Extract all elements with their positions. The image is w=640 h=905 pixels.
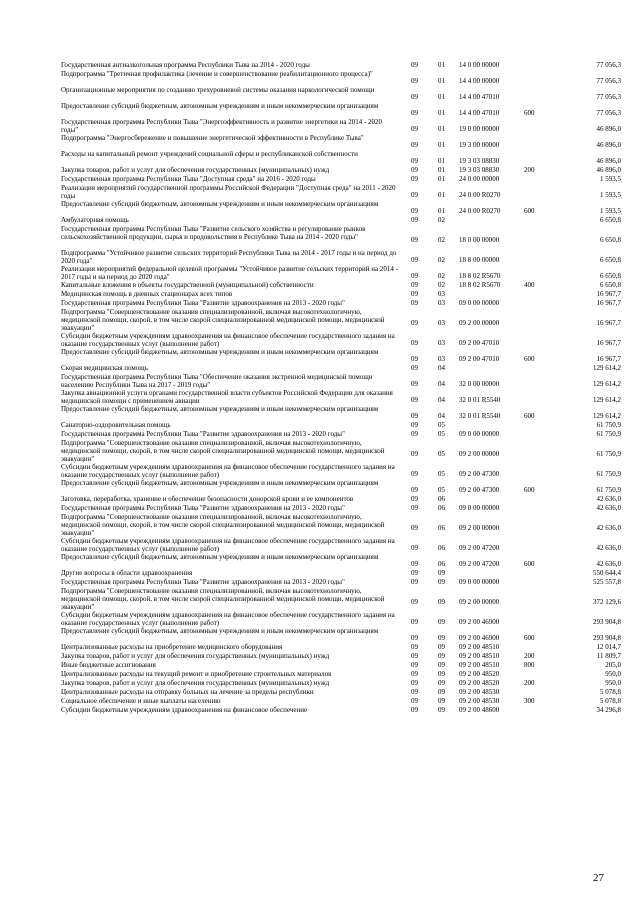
row-name: Амбулаторная помощь xyxy=(61,216,129,224)
amount: 1 593,5 xyxy=(600,191,621,199)
target-article-code: 14 0 00 00000 xyxy=(459,61,500,69)
table-row xyxy=(61,201,621,217)
table-row xyxy=(61,226,621,250)
table-row xyxy=(61,588,621,612)
target-article-code: 09 2 00 48520 xyxy=(459,670,500,678)
section-code: 09 xyxy=(411,61,418,69)
table-row xyxy=(61,103,621,119)
row-name: Централизованные расходы на приобретение медицинского оборудования xyxy=(61,643,283,651)
row-name: Подпрограмма "Устойчивое развитие сельских территорий Республики Тыва на 2014 - 2017 годы и на период до 2020 года" xyxy=(61,249,397,265)
expense-type-code: 400 xyxy=(524,281,535,289)
subsection-code: 01 xyxy=(438,93,445,101)
row-name: Иные бюджетные ассигнования xyxy=(61,661,156,669)
amount: 77 056,3 xyxy=(596,61,621,69)
amount: 16 967,7 xyxy=(596,299,621,307)
table-row xyxy=(61,612,621,628)
section-code: 09 xyxy=(411,319,418,327)
table-row xyxy=(61,266,621,282)
table-row xyxy=(61,71,621,87)
subsection-code: 09 xyxy=(438,652,445,660)
amount: 42 636,0 xyxy=(596,495,621,503)
section-code: 09 xyxy=(411,421,418,429)
amount: 5 078,8 xyxy=(600,688,621,696)
section-code: 09 xyxy=(411,396,418,404)
subsection-code: 02 xyxy=(438,256,445,264)
amount: 16 967,7 xyxy=(596,355,621,363)
target-article-code: 24 0 00 00000 xyxy=(459,175,500,183)
target-article-code: 14 4 00 47010 xyxy=(459,93,500,101)
row-name: Заготовка, переработка, хранение и обеспечение безопасности донорской крови и ее компонентов xyxy=(61,495,354,503)
row-name: Социальное обеспечение и иные выплаты населению xyxy=(61,697,221,705)
target-article-code: 14 4 00 47010 xyxy=(459,109,500,117)
target-article-code: 24 0 00 R0270 xyxy=(459,207,501,215)
subsection-code: 09 xyxy=(438,679,445,687)
row-name: Предоставление субсидий бюджетным, автономным учреждениям и иным некоммерческим организациям xyxy=(61,627,379,635)
amount: 6 650,8 xyxy=(600,281,621,289)
subsection-code: 01 xyxy=(438,207,445,215)
section-code: 09 xyxy=(411,578,418,586)
row-name: Субсидии бюджетным учреждениям здравоохранения на финансовое обеспечение государственного задания на оказание государственных услуг (выполнение работ) xyxy=(61,537,395,553)
amount: 46 896,0 xyxy=(596,166,621,174)
target-article-code: 32 0 01 R5540 xyxy=(459,396,501,404)
table-row xyxy=(61,554,621,570)
amount: 293 904,8 xyxy=(593,618,621,626)
table-row xyxy=(61,406,621,422)
section-code: 09 xyxy=(411,109,418,117)
section-code: 09 xyxy=(411,670,418,678)
target-article-code: 18 0 00 00000 xyxy=(459,236,500,244)
amount: 525 557,8 xyxy=(593,578,621,586)
subsection-code: 09 xyxy=(438,598,445,606)
table-row xyxy=(61,464,621,480)
row-name: Государственная программа Республики Тыва "Развитие здравоохранения на 2013 - 2020 годы" xyxy=(61,299,345,307)
expense-type-code: 200 xyxy=(524,652,535,660)
table-row xyxy=(61,707,621,716)
row-name: Закупка товаров, работ и услуг для обеспечения государственных (муниципальных) нужд xyxy=(61,679,330,687)
subsection-code: 01 xyxy=(438,77,445,85)
amount: 6 650,8 xyxy=(600,216,621,224)
section-code: 09 xyxy=(411,486,418,494)
table-row xyxy=(61,390,621,406)
expense-type-code: 200 xyxy=(524,166,535,174)
row-name: Подпрограмма "Энергосбережение и повышение энергетической эффективности в Республике Тыва" xyxy=(61,134,364,142)
section-code: 09 xyxy=(411,299,418,307)
row-name: Медицинская помощь в дневных стационарах всех типов xyxy=(61,290,233,298)
row-name: Реализация мероприятий федеральной целевой программы "Устойчивое развитие сельских территорий на 2014 - 2017 годы и на период до 2020 года" xyxy=(61,265,398,281)
row-name: Предоставление субсидий бюджетным, автономным учреждениям и иным некоммерческим организациям xyxy=(61,553,379,561)
target-article-code: 19 3 03 08830 xyxy=(459,157,500,165)
target-article-code: 09 0 00 00000 xyxy=(459,504,500,512)
amount: 6 650,8 xyxy=(600,272,621,280)
section-code: 09 xyxy=(411,216,418,224)
section-code: 09 xyxy=(411,544,418,552)
row-name: Государственная антиалкогольная программа Республики Тыва на 2014 - 2020 годы xyxy=(61,61,310,69)
subsection-code: 03 xyxy=(438,339,445,347)
table-row xyxy=(61,250,621,266)
subsection-code: 01 xyxy=(438,141,445,149)
amount: 46 896,0 xyxy=(596,157,621,165)
section-code: 09 xyxy=(411,688,418,696)
amount: 42 636,0 xyxy=(596,560,621,568)
row-name: Подпрограмма "Совершенствование оказания специализированной, включая высокотехнологичную, медицинской помощи, скорой, в том числе скорой специализированной медицинской помощи, медицинской эвакуации" xyxy=(61,587,385,611)
section-code: 09 xyxy=(411,166,418,174)
subsection-code: 05 xyxy=(438,430,445,438)
section-code: 09 xyxy=(411,355,418,363)
row-name: Реализация мероприятий государственной программы Российской Федерации "Доступная среда" на 2011 - 2020 годы xyxy=(61,184,396,200)
target-article-code: 09 0 00 00000 xyxy=(459,430,500,438)
amount: 42 636,0 xyxy=(596,504,621,512)
subsection-code: 03 xyxy=(438,319,445,327)
subsection-code: 09 xyxy=(438,569,445,577)
table-row xyxy=(61,185,621,201)
subsection-code: 01 xyxy=(438,157,445,165)
row-name: Субсидии бюджетным учреждениям здравоохранения на финансовое обеспечение xyxy=(61,706,308,714)
subsection-code: 02 xyxy=(438,236,445,244)
target-article-code: 09 0 00 00000 xyxy=(459,578,500,586)
row-name: Государственная программа Республики Тыва "Энергоэффективность и развитие энергетики на 2014 - 2020 годы" xyxy=(61,118,383,134)
subsection-code: 06 xyxy=(438,504,445,512)
target-article-code: 19 0 00 00000 xyxy=(459,125,500,133)
target-article-code: 24 0 00 R0270 xyxy=(459,191,501,199)
amount: 5 078,8 xyxy=(600,697,621,705)
expense-type-code: 600 xyxy=(524,109,535,117)
target-article-code: 09 2 00 00000 xyxy=(459,450,500,458)
target-article-code: 09 2 00 47200 xyxy=(459,560,500,568)
subsection-code: 09 xyxy=(438,688,445,696)
table-row xyxy=(61,538,621,554)
section-code: 09 xyxy=(411,524,418,532)
amount: 1 593,5 xyxy=(600,207,621,215)
target-article-code: 09 2 00 48530 xyxy=(459,688,500,696)
amount: 16 967,7 xyxy=(596,319,621,327)
table-row xyxy=(61,151,621,167)
expense-type-code: 600 xyxy=(524,634,535,642)
section-code: 09 xyxy=(411,560,418,568)
row-name: Капитальные вложения в объекты государственной (муниципальной) собственности xyxy=(61,281,314,289)
subsection-code: 01 xyxy=(438,61,445,69)
amount: 61 750,9 xyxy=(596,421,621,429)
row-name: Предоставление субсидий бюджетным, автономным учреждениям и иным некоммерческим организациям xyxy=(61,102,379,110)
subsection-code: 09 xyxy=(438,661,445,669)
subsection-code: 09 xyxy=(438,643,445,651)
section-code: 09 xyxy=(411,661,418,669)
target-article-code: 32 0 01 R5540 xyxy=(459,412,501,420)
subsection-code: 09 xyxy=(438,618,445,626)
row-name: Государственная программа Республики Тыва "Развитие здравоохранения на 2013 - 2020 годы" xyxy=(61,504,345,512)
target-article-code: 19 3 00 00000 xyxy=(459,141,500,149)
amount: 550 644,4 xyxy=(593,569,621,577)
target-article-code: 09 2 00 46900 xyxy=(459,634,500,642)
target-article-code: 09 0 00 00000 xyxy=(459,299,500,307)
row-name: Санаторно-оздоровительная помощь xyxy=(61,421,171,429)
subsection-code: 03 xyxy=(438,299,445,307)
target-article-code: 09 2 00 48520 xyxy=(459,679,500,687)
section-code: 09 xyxy=(411,290,418,298)
target-article-code: 18 8 02 R5670 xyxy=(459,272,501,280)
subsection-code: 06 xyxy=(438,544,445,552)
row-name: Предоставление субсидий бюджетным, автономным учреждениям и иным некоммерческим организациям xyxy=(61,348,379,356)
section-code: 09 xyxy=(411,281,418,289)
subsection-code: 02 xyxy=(438,216,445,224)
amount: 129 614,2 xyxy=(593,412,621,420)
table-row xyxy=(61,440,621,464)
section-code: 09 xyxy=(411,706,418,714)
table-row xyxy=(61,349,621,365)
row-name: Государственная программа Республики Тыва "Обеспечение оказания экстренной медицинской помощи населению Республики Тыва на 2017 - 2019 годы" xyxy=(61,373,373,389)
expense-type-code: 300 xyxy=(524,697,535,705)
table-row xyxy=(61,87,621,103)
section-code: 09 xyxy=(411,634,418,642)
subsection-code: 09 xyxy=(438,706,445,714)
subsection-code: 02 xyxy=(438,272,445,280)
section-code: 09 xyxy=(411,430,418,438)
target-article-code: 09 2 00 48530 xyxy=(459,697,500,705)
target-article-code: 09 2 00 47200 xyxy=(459,544,500,552)
section-code: 09 xyxy=(411,450,418,458)
subsection-code: 05 xyxy=(438,470,445,478)
section-code: 09 xyxy=(411,207,418,215)
table-row xyxy=(61,374,621,390)
row-name: Централизованные расходы на отправку больных на лечение за пределы республики xyxy=(61,688,314,696)
amount: 6 650,8 xyxy=(600,256,621,264)
section-code: 09 xyxy=(411,93,418,101)
amount: 77 056,3 xyxy=(596,77,621,85)
section-code: 09 xyxy=(411,256,418,264)
amount: 46 896,0 xyxy=(596,141,621,149)
amount: 61 750,9 xyxy=(596,450,621,458)
target-article-code: 09 2 00 47010 xyxy=(459,339,500,347)
subsection-code: 09 xyxy=(438,578,445,586)
row-name: Централизованные расходы на текущий ремонт и приобретение строительных материалов xyxy=(61,670,332,678)
row-name: Закупка товаров, работ и услуг для обеспечения государственных (муниципальных) нужд xyxy=(61,166,330,174)
subsection-code: 05 xyxy=(438,450,445,458)
amount: 61 750,9 xyxy=(596,430,621,438)
amount: 293 904,8 xyxy=(593,634,621,642)
amount: 42 636,0 xyxy=(596,524,621,532)
expense-type-code: 600 xyxy=(524,207,535,215)
subsection-code: 06 xyxy=(438,524,445,532)
amount: 42 636,0 xyxy=(596,544,621,552)
amount: 77 056,3 xyxy=(596,93,621,101)
row-name: Другие вопросы в области здравоохранения xyxy=(61,569,193,577)
section-code: 09 xyxy=(411,598,418,606)
subsection-code: 06 xyxy=(438,495,445,503)
row-name: Государственная программа Республики Тыва "Развитие здравоохранения на 2013 - 2020 годы" xyxy=(61,430,345,438)
table-row xyxy=(61,135,621,151)
target-article-code: 09 2 00 48510 xyxy=(459,643,500,651)
section-code: 09 xyxy=(411,125,418,133)
amount: 12 014,7 xyxy=(596,643,621,651)
row-name: Субсидии бюджетным учреждениям здравоохранения на финансовое обеспечение государственного задания на оказание государственных услуг (выполнение работ) xyxy=(61,332,395,348)
row-name: Предоставление субсидий бюджетным, автономным учреждениям и иным некоммерческим организациям xyxy=(61,200,379,208)
amount: 950,0 xyxy=(605,670,621,678)
expense-type-code: 600 xyxy=(524,560,535,568)
expense-type-code: 600 xyxy=(524,412,535,420)
row-name: Государственная программа Республики Тыва "Развитие сельского хозяйства и регулирование рынков сельскохозяйственной продукции, сырья и продовольствия в Республике Тыва на 2014 - 2020 годы" xyxy=(61,225,366,241)
target-article-code: 09 2 00 00000 xyxy=(459,319,500,327)
table-row xyxy=(61,333,621,349)
amount: 34 296,8 xyxy=(596,706,621,714)
section-code: 09 xyxy=(411,504,418,512)
section-code: 09 xyxy=(411,569,418,577)
subsection-code: 01 xyxy=(438,175,445,183)
subsection-code: 03 xyxy=(438,290,445,298)
section-code: 09 xyxy=(411,364,418,372)
subsection-code: 01 xyxy=(438,109,445,117)
subsection-code: 09 xyxy=(438,670,445,678)
target-article-code: 09 2 00 48510 xyxy=(459,661,500,669)
section-code: 09 xyxy=(411,618,418,626)
section-code: 09 xyxy=(411,470,418,478)
target-article-code: 18 8 02 R5670 xyxy=(459,281,501,289)
table-row xyxy=(61,628,621,644)
row-name: Закупка товаров, работ и услуг для обеспечения государственных (муниципальных) нужд xyxy=(61,652,330,660)
amount: 16 967,7 xyxy=(596,290,621,298)
expense-type-code: 600 xyxy=(524,355,535,363)
row-name: Субсидии бюджетным учреждениям здравоохранения на финансовое обеспечение государственного задания на оказание государственных услуг (выполнение работ) xyxy=(61,463,395,479)
section-code: 09 xyxy=(411,77,418,85)
target-article-code: 09 2 00 00000 xyxy=(459,598,500,606)
target-article-code: 09 2 00 46900 xyxy=(459,618,500,626)
amount: 61 750,9 xyxy=(596,470,621,478)
subsection-code: 04 xyxy=(438,412,445,420)
amount: 61 750,9 xyxy=(596,486,621,494)
section-code: 09 xyxy=(411,643,418,651)
table-row xyxy=(61,480,621,496)
section-code: 09 xyxy=(411,679,418,687)
row-name: Подпрограмма "Совершенствование оказания специализированной, включая высокотехнологичную, медицинской помощи, скорой, в том числе скорой специализированной медицинской помощи, медицинской эвакуации" xyxy=(61,439,385,463)
table-row xyxy=(61,309,621,333)
amount: 129 614,2 xyxy=(593,364,621,372)
section-code: 09 xyxy=(411,175,418,183)
amount: 11 809,7 xyxy=(596,652,621,660)
amount: 950,0 xyxy=(605,679,621,687)
target-article-code: 32 0 00 00000 xyxy=(459,380,500,388)
section-code: 09 xyxy=(411,141,418,149)
target-article-code: 09 2 00 47010 xyxy=(459,355,500,363)
target-article-code: 09 2 00 47300 xyxy=(459,486,500,494)
amount: 77 056,3 xyxy=(596,109,621,117)
target-article-code: 14 4 00 00000 xyxy=(459,77,500,85)
amount: 6 650,8 xyxy=(600,236,621,244)
row-name: Подпрограмма "Совершенствование оказания специализированной, включая высокотехнологичную, медицинской помощи, скорой, в том числе скорой специализированной медицинской помощи, медицинской эвакуации" xyxy=(61,308,385,332)
subsection-code: 05 xyxy=(438,421,445,429)
row-name: Предоставление субсидий бюджетным, автономным учреждениям и иным некоммерческим организациям xyxy=(61,479,379,487)
row-name: Субсидии бюджетным учреждениям здравоохранения на финансовое обеспечение государственного задания на оказание государственных услуг (выполнение работ) xyxy=(61,611,395,627)
subsection-code: 01 xyxy=(438,125,445,133)
table-row xyxy=(61,514,621,538)
expense-type-code: 200 xyxy=(524,679,535,687)
row-name: Организационные мероприятия по созданию трехуровневой системы оказания наркологической помощи xyxy=(61,86,375,94)
expense-type-code: 600 xyxy=(524,486,535,494)
amount: 16 967,7 xyxy=(596,339,621,347)
section-code: 09 xyxy=(411,339,418,347)
subsection-code: 02 xyxy=(438,281,445,289)
page-number: 27 xyxy=(593,872,604,884)
subsection-code: 09 xyxy=(438,697,445,705)
row-name: Государственная программа Республики Тыва "Доступная среда" на 2016 - 2020 годы xyxy=(61,175,316,183)
row-name: Государственная программа Республики Тыва "Развитие здравоохранения на 2013 - 2020 годы" xyxy=(61,578,345,586)
section-code: 09 xyxy=(411,495,418,503)
target-article-code: 19 3 03 08830 xyxy=(459,166,500,174)
amount: 46 896,0 xyxy=(596,125,621,133)
target-article-code: 09 2 00 48600 xyxy=(459,706,500,714)
subsection-code: 04 xyxy=(438,380,445,388)
budget-table xyxy=(61,62,621,716)
section-code: 09 xyxy=(411,272,418,280)
subsection-code: 09 xyxy=(438,634,445,642)
row-name: Скорая медицинская помощь xyxy=(61,364,148,372)
row-name: Подпрограмма "Совершенствование оказания специализированной, включая высокотехнологичную, медицинской помощи, скорой, в том числе скорой специализированной медицинской помощи, медицинской эвакуации" xyxy=(61,513,385,537)
row-name: Закупка авиационной услуги органами государственной власти субъектов Российской Федерации для оказания медицинской помощи с применением авиации xyxy=(61,389,393,405)
section-code: 09 xyxy=(411,652,418,660)
section-code: 09 xyxy=(411,380,418,388)
table-row xyxy=(61,119,621,135)
amount: 129 614,2 xyxy=(593,396,621,404)
subsection-code: 01 xyxy=(438,166,445,174)
subsection-code: 01 xyxy=(438,191,445,199)
section-code: 09 xyxy=(411,412,418,420)
section-code: 09 xyxy=(411,697,418,705)
subsection-code: 03 xyxy=(438,355,445,363)
subsection-code: 05 xyxy=(438,486,445,494)
target-article-code: 18 8 00 00000 xyxy=(459,256,500,264)
expense-type-code: 800 xyxy=(524,661,535,669)
amount: 129 614,2 xyxy=(593,380,621,388)
amount: 372 129,6 xyxy=(593,598,621,606)
row-name: Подпрограмма "Третичная профилактика (лечение и совершенствование реабилитационного процесса)" xyxy=(61,70,373,78)
target-article-code: 09 2 00 48510 xyxy=(459,652,500,660)
target-article-code: 09 2 00 00000 xyxy=(459,524,500,532)
row-name: Предоставление субсидий бюджетным, автономным учреждениям и иным некоммерческим организациям xyxy=(61,405,379,413)
section-code: 09 xyxy=(411,236,418,244)
section-code: 09 xyxy=(411,157,418,165)
amount: 205,0 xyxy=(605,661,621,669)
subsection-code: 04 xyxy=(438,364,445,372)
amount: 1 593,5 xyxy=(600,175,621,183)
subsection-code: 04 xyxy=(438,396,445,404)
target-article-code: 09 2 00 47300 xyxy=(459,470,500,478)
row-name: Расходы на капитальный ремонт учреждений социальной сферы и республиканской собственности xyxy=(61,150,358,158)
subsection-code: 06 xyxy=(438,560,445,568)
section-code: 09 xyxy=(411,191,418,199)
